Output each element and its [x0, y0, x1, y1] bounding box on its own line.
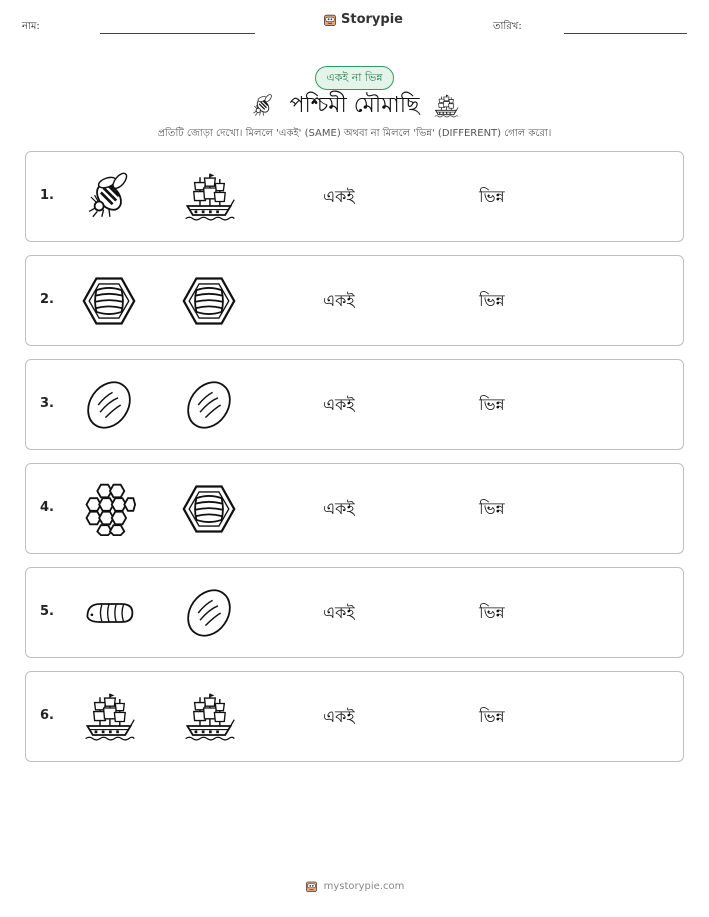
same-option[interactable]: একই [323, 707, 355, 726]
activity-badge: একই না ভিন্ন [315, 66, 394, 90]
same-option[interactable]: একই [323, 291, 355, 310]
row-number: 4. [40, 500, 54, 515]
honey-jar-hexagon-icon [182, 482, 236, 536]
date-label: তারিখ: [493, 21, 522, 32]
different-option[interactable]: ভিন্ন [479, 603, 505, 622]
storypie-mascot-icon [305, 880, 318, 893]
different-option[interactable]: ভিন্ন [479, 707, 505, 726]
ship-icon [182, 690, 236, 744]
brand-name: Storypie [341, 12, 403, 27]
date-line[interactable] [564, 33, 687, 34]
honey-jar-hexagon-icon [82, 274, 136, 328]
bread-loaf-icon [182, 378, 236, 432]
footer [0, 880, 709, 893]
exercise-row [25, 671, 684, 762]
row-number: 2. [40, 292, 54, 307]
page-title: পশ্চিমী মৌমাছি [289, 92, 420, 118]
different-option[interactable]: ভিন্ন [479, 187, 505, 206]
row-number: 1. [40, 188, 54, 203]
exercise-row [25, 359, 684, 450]
same-option[interactable]: একই [323, 187, 355, 206]
larva-icon [82, 586, 136, 640]
exercise-row [25, 255, 684, 346]
row-number: 5. [40, 604, 54, 619]
ship-icon [433, 93, 459, 119]
same-option[interactable]: একই [323, 499, 355, 518]
different-option[interactable]: ভিন্ন [479, 499, 505, 518]
exercise-row [25, 567, 684, 658]
different-option[interactable]: ভিন্ন [479, 395, 505, 414]
ship-icon [182, 170, 236, 224]
exercise-row [25, 151, 684, 242]
instructions: প্রতিটি জোড়া দেখো। মিললে 'একই' (SAME) অথবা না মিললে 'ভিন্ন' (DIFFERENT) গোল করো। [157, 128, 552, 139]
row-number: 6. [40, 708, 54, 723]
exercise-row [25, 463, 684, 554]
same-option[interactable]: একই [323, 603, 355, 622]
title-row [0, 88, 709, 124]
honey-jar-hexagon-icon [182, 274, 236, 328]
bread-loaf-icon [182, 586, 236, 640]
name-line[interactable] [100, 33, 255, 34]
bee-icon [82, 170, 136, 224]
different-option[interactable]: ভিন্ন [479, 291, 505, 310]
row-number: 3. [40, 396, 54, 411]
honeycomb-icon [82, 482, 136, 536]
storypie-mascot-icon [323, 13, 337, 27]
name-label: নাম: [22, 21, 40, 32]
bee-icon [250, 93, 276, 119]
ship-icon [82, 690, 136, 744]
bread-loaf-icon [82, 378, 136, 432]
same-option[interactable]: একই [323, 395, 355, 414]
footer-site: mystorypie.com [323, 881, 405, 892]
brand-logo [323, 12, 403, 27]
